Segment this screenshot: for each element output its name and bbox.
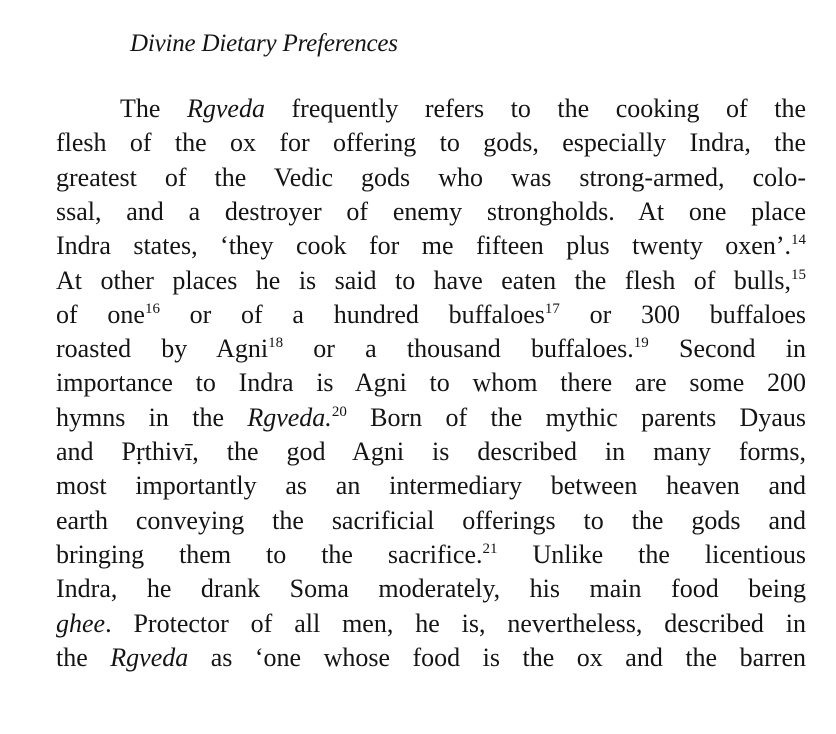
text-line — [56, 538, 806, 572]
text-line — [56, 641, 806, 675]
text-line — [56, 435, 806, 469]
text-span: earth conveying the sacrificial offerings to the gods and — [56, 505, 806, 535]
text-line — [56, 229, 806, 263]
text-line — [56, 161, 806, 195]
text-span: as ‘one whose food is the ox and the barren — [188, 642, 806, 672]
footnote-ref: 17 — [544, 300, 560, 317]
text-span: Unlike the licentious — [497, 539, 806, 569]
italic-text: ghee — [56, 608, 106, 638]
text-line — [56, 607, 806, 641]
text-line — [56, 469, 806, 503]
text-span: the — [56, 642, 111, 672]
text-span: and Pṛthivī, the god Agni is described in many forms, — [56, 437, 806, 466]
text-span: of one — [56, 299, 145, 329]
text-span: greatest of the Vedic gods who was strong-armed, colo- — [56, 162, 806, 192]
text-span: At other places he is said to have eaten the flesh of bulls, — [56, 265, 791, 295]
text-span: roasted by Agni — [56, 334, 269, 364]
section-heading: Divine Dietary Preferences — [130, 30, 398, 57]
footnote-ref: 19 — [633, 335, 649, 352]
text-line — [56, 366, 806, 400]
text-span: frequently refers to the cooking of the — [264, 94, 806, 123]
footnote-ref: 15 — [791, 266, 806, 283]
italic-text: Rgveda — [110, 642, 189, 672]
text-span: Second in — [648, 334, 806, 364]
text-span: or of a hundred buffaloes — [159, 299, 545, 329]
text-line — [56, 264, 806, 298]
footnote-ref: 20 — [331, 403, 347, 420]
text-line — [56, 126, 806, 160]
text-span: ssal, and a destroyer of enemy strongholds. At one place — [56, 196, 806, 226]
italic-text: Rgveda — [186, 94, 265, 123]
footnote-ref: 16 — [144, 300, 160, 317]
italic-text: Rgveda. — [247, 402, 332, 432]
text-span: most importantly as an intermediary between heaven and — [56, 471, 806, 501]
text-span: hymns in the — [56, 402, 248, 432]
text-span: importance to Indra is Agni to whom there are some 200 — [56, 368, 806, 398]
text-line — [56, 401, 806, 435]
text-span: flesh of the ox for offering to gods, especially Indra, the — [56, 128, 806, 158]
text-span: Born of the mythic parents Dyaus — [346, 402, 806, 432]
text-span: The — [120, 94, 187, 123]
text-line — [56, 195, 806, 229]
text-span: bringing them to the sacrifice. — [56, 539, 483, 569]
text-line — [56, 504, 806, 538]
text-line — [56, 572, 806, 606]
text-line — [56, 298, 806, 332]
text-span: or a thousand buffaloes. — [283, 334, 634, 364]
text-span: Indra, he drank Soma moderately, his main food being — [56, 574, 806, 604]
footnote-ref: 21 — [482, 540, 498, 557]
text-span: . Protector of all men, he is, nevertheless, described in — [105, 608, 806, 638]
text-span: or 300 buffaloes — [559, 299, 806, 329]
text-span: Indra states, ‘they cook for me fifteen plus twenty oxen’. — [56, 231, 791, 261]
footnote-ref: 14 — [791, 232, 806, 249]
footnote-ref: 18 — [268, 335, 284, 352]
text-line — [56, 332, 806, 366]
text-line — [120, 92, 806, 126]
